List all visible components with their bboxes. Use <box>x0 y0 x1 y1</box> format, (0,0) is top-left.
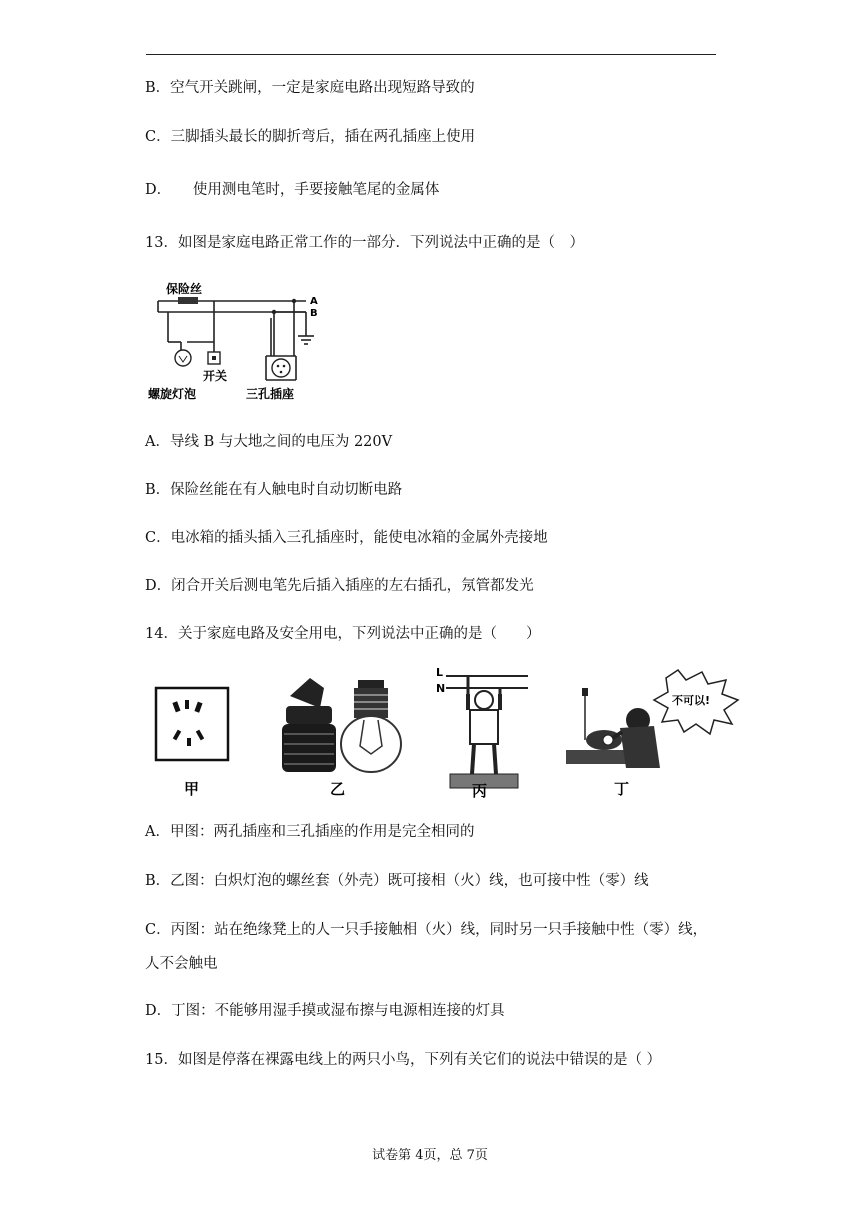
speech-bubble-text: 不可以! <box>672 694 711 707</box>
switch-label: 开关 <box>203 369 228 383</box>
line-a-label: A <box>310 296 318 307</box>
q13-stem: 13．如图是家庭电路正常工作的一部分．下列说法中正确的是（ ） <box>145 235 584 251</box>
socket-symbol <box>272 359 290 377</box>
page-footer: 试卷第 4页，总 7页 <box>372 1148 488 1163</box>
bulb-symbol <box>175 350 191 366</box>
q14-option-c-line2: 人不会触电 <box>145 956 218 972</box>
socket-label: 三孔插座 <box>246 387 295 401</box>
fuse-symbol <box>178 297 198 304</box>
q15-stem: 15．如图是停落在裸露电线上的两只小鸟，下列有关它们的说法中错误的是（ ） <box>145 1052 662 1068</box>
q13-circuit-diagram <box>146 280 336 405</box>
label-bing: 丙 <box>472 782 488 800</box>
q13-option-a: A．导线 B 与大地之间的电压为 220V <box>145 434 393 450</box>
bulb-label: 螺旋灯泡 <box>148 387 197 401</box>
label-yi: 乙 <box>330 780 346 798</box>
line-b-label: B <box>310 308 318 319</box>
label-jia: 甲 <box>184 780 200 798</box>
q14-option-c-line1: C．丙图：站在绝缘凳上的人一只手接触相（火）线，同时另一只手接触中性（零）线， <box>145 922 708 938</box>
q14-option-d: D．丁图：不能够用湿手摸或湿布擦与电源相连接的灯具 <box>145 1003 505 1019</box>
label-ding: 丁 <box>614 780 630 798</box>
q13-option-d: D．闭合开关后测电笔先后插入插座的左右插孔，氖管都发光 <box>145 578 534 594</box>
q12-option-c: C．三脚插头最长的脚折弯后，插在两孔插座上使用 <box>145 129 476 145</box>
q14-stem: 14．关于家庭电路及安全用电，下列说法中正确的是（ ） <box>145 626 541 642</box>
q12-option-b: B．空气开关跳闸，一定是家庭电路出现短路导致的 <box>145 80 475 96</box>
header-rule <box>146 54 716 55</box>
q13-option-b: B．保险丝能在有人触电时自动切断电路 <box>145 482 403 498</box>
q14-option-a: A．甲图：两孔插座和三孔插座的作用是完全相同的 <box>145 824 475 840</box>
label-n: N <box>436 682 446 695</box>
q14-figure-yi-bulb <box>272 668 412 798</box>
q14-figure-ding-person <box>556 668 746 804</box>
q14-option-b: B．乙图：白炽灯泡的螺丝套（外壳）既可接相（火）线，也可接中性（零）线 <box>145 873 649 889</box>
q13-option-c: C．电冰箱的插头插入三孔插座时，能使电冰箱的金属外壳接地 <box>145 530 548 546</box>
fuse-label: 保险丝 <box>166 282 203 296</box>
q14-figure-jia-socket <box>150 680 250 800</box>
label-l: L <box>436 666 444 679</box>
q12-option-d: D． 使用测电笔时，手要接触笔尾的金属体 <box>145 182 440 198</box>
q14-figure-bing-person <box>428 662 538 802</box>
